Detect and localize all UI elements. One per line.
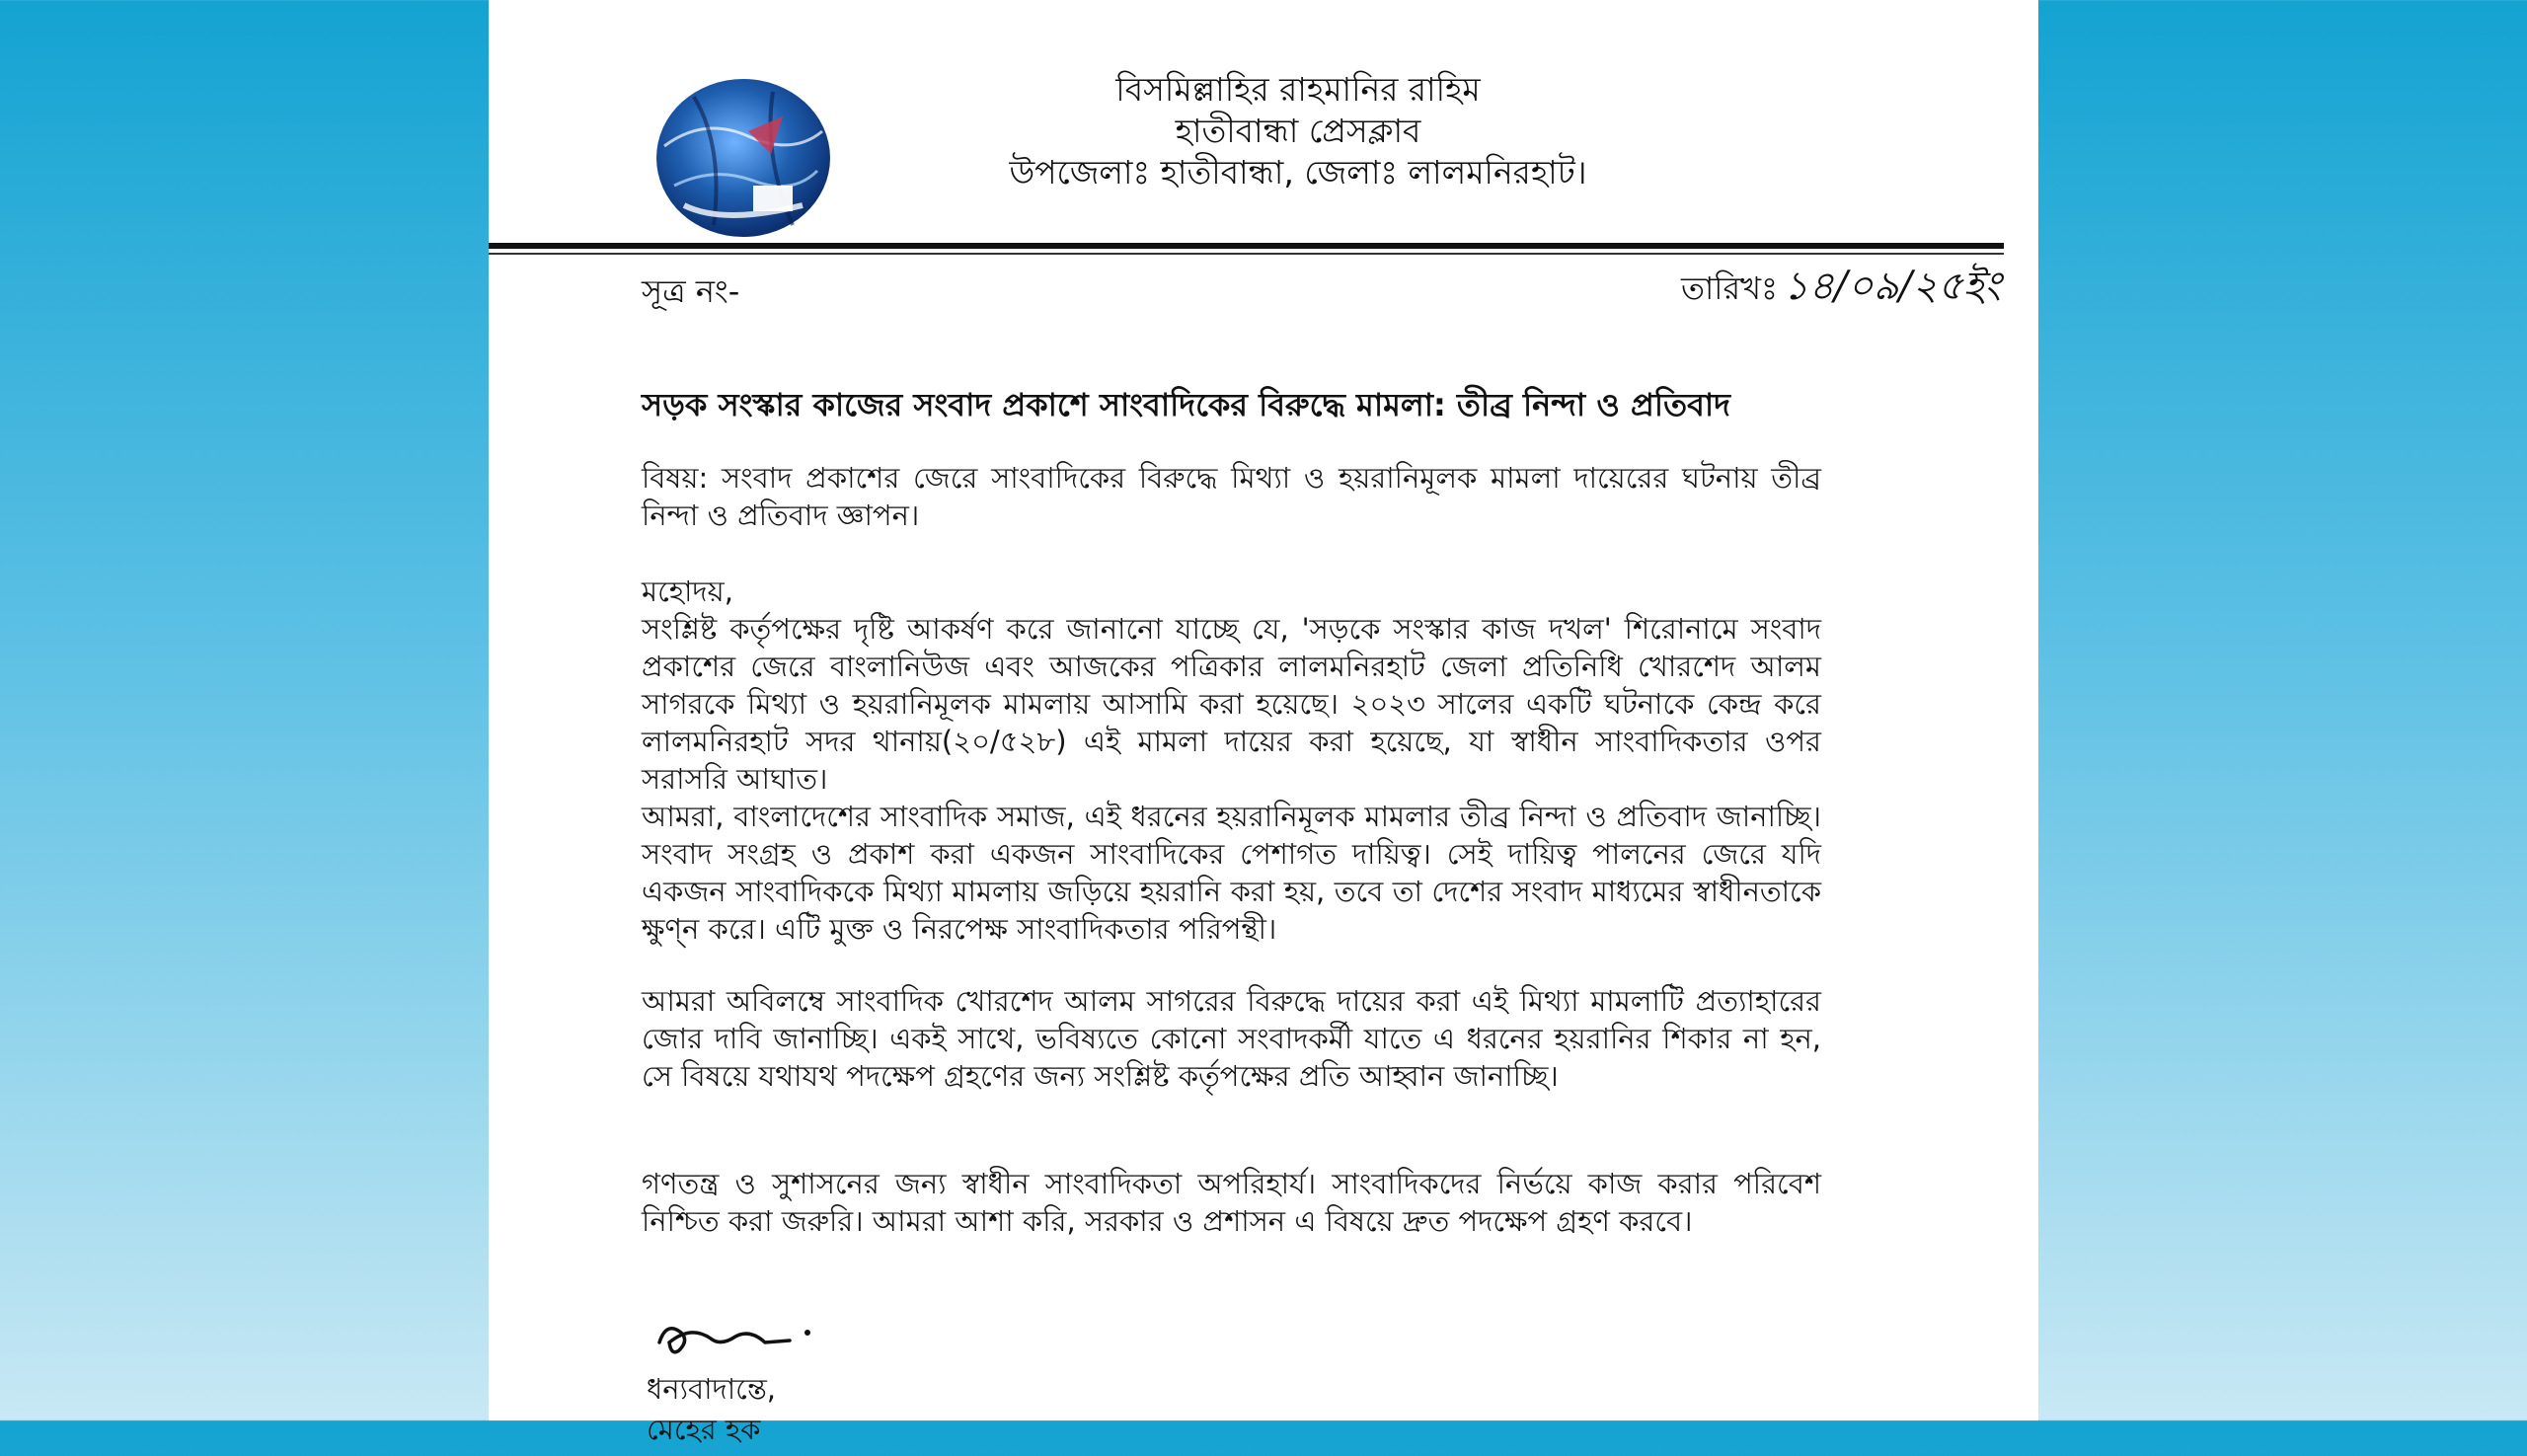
signature-icon bbox=[651, 1313, 819, 1362]
date-value: ১৪/০৯/২৫ইং bbox=[1783, 264, 2002, 309]
background-left-panel bbox=[0, 0, 489, 1420]
paragraph-text: আমরা অবিলম্বে সাংবাদিক খোরশেদ আলম সাগরের বিরুদ্ধে দায়ের করা এই মিথ্যা মামলাটি প্রত্যাহারের জোর দাবি জানাচ্ছি। একই সাথে, ভবিষ্যতে কোনো সংবাদকর্মী যাতে এ ধরনের হয়রানির শিকার না হন, সে বিষয়ে যথাযথ পদক্ষেপ গ্রহণের জন্য সংশ্লিষ্ট কর্তৃপক্ষের প্রতি আহ্বান জানাচ্ছি। bbox=[642, 984, 1821, 1093]
body-paragraph-2 bbox=[642, 798, 1821, 948]
salutation bbox=[642, 573, 1821, 610]
date-label: তারিখঃ bbox=[1681, 269, 1779, 307]
letter-subject bbox=[642, 459, 1821, 534]
salutation-text: মহোদয়, bbox=[642, 575, 733, 608]
letterhead bbox=[883, 69, 1713, 193]
letterhead-line-3: উপজেলাঃ হাতীবান্ধা, জেলাঃ লালমনিরহাট। bbox=[1009, 153, 1587, 192]
letterhead-line-2: হাতীবান্ধা প্রেসক্লাব bbox=[1175, 112, 1421, 150]
body-paragraph-4 bbox=[642, 1165, 1821, 1240]
press-club-logo-icon bbox=[654, 77, 832, 240]
body-paragraph-1 bbox=[642, 610, 1821, 798]
paragraph-text: গণতন্ত্র ও সুশাসনের জন্য স্বাধীন সাংবাদিকতা অপরিহার্য। সাংবাদিকদের নির্ভয়ে কাজ করার পরিবেশ নিশ্চিত করা জরুরি। আমরা আশা করি, সরকার ও প্রশাসন এ বিষয়ে দ্রুত পদক্ষেপ গ্রহণ করবে। bbox=[642, 1167, 1821, 1238]
header-divider bbox=[489, 243, 2004, 249]
body-paragraph-3 bbox=[642, 982, 1821, 1095]
letter-title: সড়ক সংস্কার কাজের সংবাদ প্রকাশে সাংবাদিকের বিরুদ্ধে মামলা: তীব্র নিন্দা ও প্রতিবাদ bbox=[642, 386, 1730, 423]
closing-text: ধন্যবাদান্তে, bbox=[647, 1372, 777, 1406]
subject-text: বিষয়: সংবাদ প্রকাশের জেরে সাংবাদিকের বিরুদ্ধে মিথ্যা ও হয়রানিমূলক মামলা দায়েরের ঘটনায় তীব্র নিন্দা ও প্রতিবাদ জ্ঞাপন। bbox=[642, 461, 1821, 532]
date-field bbox=[1681, 255, 2001, 321]
letterhead-line-1: বিসমিল্লাহির রাহমানির রাহিম bbox=[1115, 70, 1481, 109]
letter-document bbox=[489, 0, 2038, 1446]
paragraph-text: আমরা, বাংলাদেশের সাংবাদিক সমাজ, এই ধরনের হয়রানিমূলক মামলার তীব্র নিন্দা ও প্রতিবাদ জানাচ্ছি। সংবাদ সংগ্রহ ও প্রকাশ করা একজন সাংবাদিকের পেশাগত দায়িত্ব। সেই দায়িত্ব পালনের জেরে যদি একজন সাংবাদিককে মিথ্যা মামলায় জড়িয়ে হয়রানি করা হয়, তবে তা দেশের সংবাদ মাধ্যমের স্বাধীনতাকে ক্ষুণ্ন করে। এটি মুক্ত ও নিরপেক্ষ সাংবাদিকতার পরিপন্থী। bbox=[642, 800, 1821, 946]
reference-number-label: সূত্র নং- bbox=[642, 272, 740, 310]
paragraph-text: সংশ্লিষ্ট কর্তৃপক্ষের দৃষ্টি আকর্ষণ করে জানানো যাচ্ছে যে, 'সড়কে সংস্কার কাজ দখল' শিরোনামে সংবাদ প্রকাশের জেরে বাংলানিউজ এবং আজকের পত্রিকার লালমনিরহাট জেলা প্রতিনিধি খোরশেদ আলম সাগরকে মিথ্যা ও হয়রানিমূলক মামলায় আসামি করা হয়েছে। ২০২৩ সালের একটি ঘটনাকে কেন্দ্র করে লালমনিরহাট সদর থানায়(২০/৫২৮) এই মামলা দায়ের করা হয়েছে, যা স্বাধীন সাংবাদিকতার ওপর সরাসরি আঘাত। bbox=[642, 612, 1821, 796]
signatory-name: মেহের হক bbox=[647, 1413, 761, 1446]
background-right-panel bbox=[2038, 0, 2527, 1420]
